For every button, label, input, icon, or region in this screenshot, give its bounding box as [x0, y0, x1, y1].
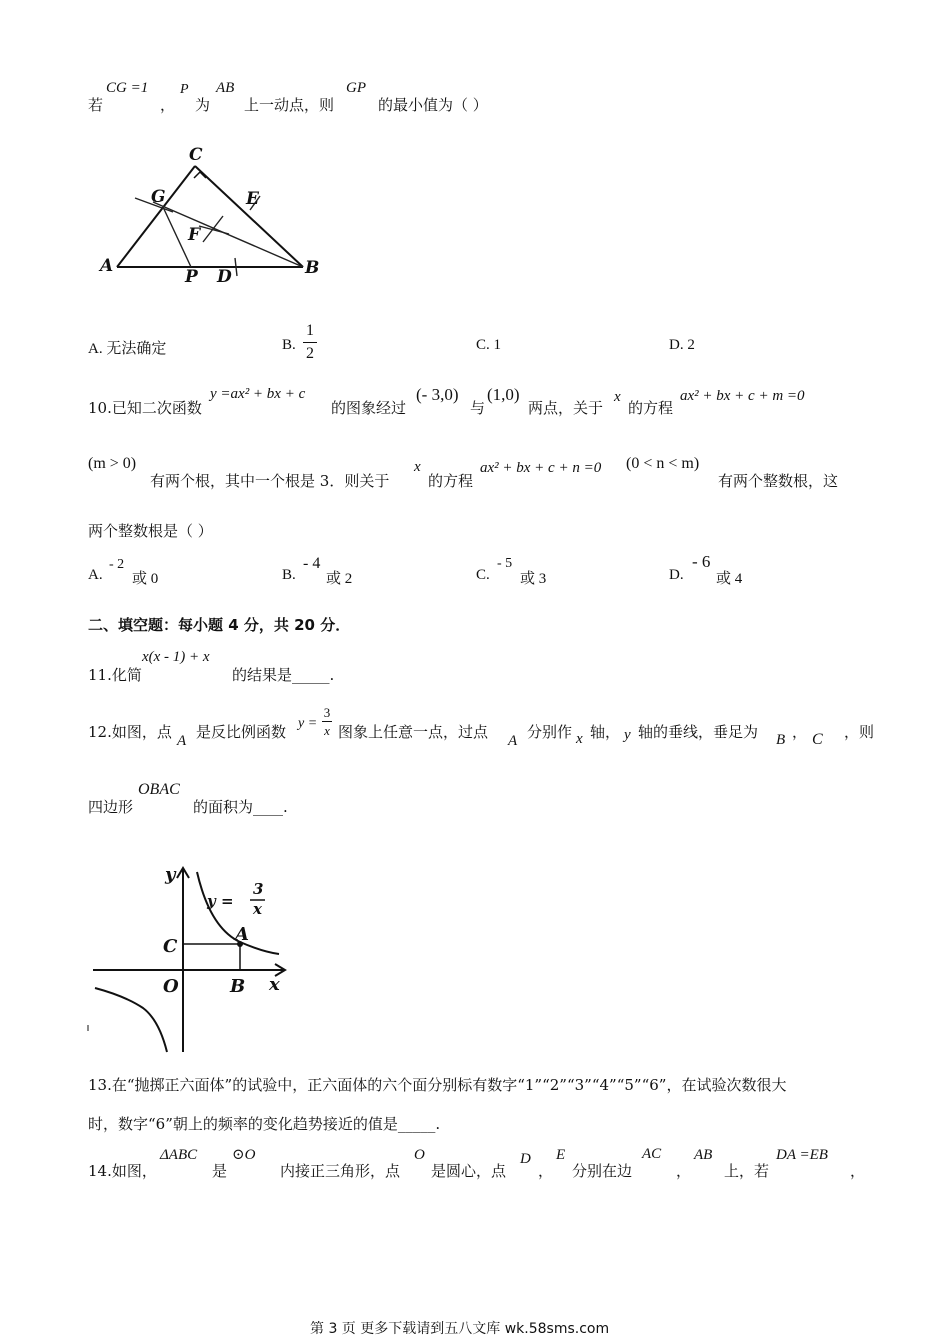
q9-text-2: ， [160, 96, 176, 114]
q9-option-b-num: 1 [306, 322, 314, 339]
label-b: B [230, 976, 246, 997]
label-x: x [269, 974, 280, 995]
q12-text-4: 分别作 [527, 723, 573, 741]
fraction-bar [322, 721, 332, 722]
q14-text-4: 是圆心，点 [431, 1162, 507, 1180]
q14-text-9: ， [850, 1162, 866, 1180]
eq-label-num: 3 [253, 880, 264, 898]
q10-text-5: 的方程 [628, 399, 674, 417]
q9-text-1: 若 [88, 96, 104, 114]
arc-mark-d [235, 258, 237, 276]
page-footer: 第 3 页 更多下载请到五八文库 wk.58sms.com [310, 1321, 610, 1337]
q10-text-8: 有两个整数根，这 [718, 472, 839, 490]
q11-text-2: 的结果是_____. [232, 666, 335, 684]
q12-text-5: 轴， [590, 723, 621, 741]
q14-text-5: ， [538, 1162, 554, 1180]
q12-math-c: C [812, 731, 823, 748]
q10-math-n-cond: (0 < n < m) [626, 455, 700, 472]
q9-math-p: P [180, 82, 189, 97]
q12-text-9: 四边形 [88, 798, 134, 816]
q9-option-b-den: 2 [306, 345, 314, 362]
eq-label-y: y = [207, 892, 234, 910]
q10-option-d-tail: 或 4 [716, 571, 743, 587]
q12-math-fraction [322, 706, 332, 737]
q9-option-c[interactable]: C. 1 [476, 337, 502, 353]
q12-math-obac: OBAC [138, 781, 180, 798]
section-2-title: 二、填空题：每小题 4 分，共 20 分． [88, 616, 351, 634]
q12-text-3: 图象上任意一点，过点 [338, 723, 489, 741]
q14-math-triangle: ΔABC [160, 1147, 198, 1163]
q14-text-3: 内接正三角形，点 [280, 1162, 401, 1180]
q12-frac-num: 3 [323, 705, 331, 720]
q12-math-b: B [776, 732, 786, 748]
label-c: C [163, 936, 178, 957]
q10-option-c-label: C. [476, 567, 490, 583]
q14-text-8: 上，若 [724, 1162, 770, 1180]
q14-text-7: ， [676, 1162, 692, 1180]
q10-math-eq1: ax² + bx + c + m =0 [680, 388, 805, 404]
q14-math-d: D [520, 1151, 531, 1167]
label-a: A [235, 924, 249, 945]
q14-text-6: 分别在边 [572, 1162, 633, 1180]
q14-math-o: O [414, 1147, 425, 1163]
q14-math-e: E [556, 1147, 566, 1163]
label-y: y [165, 864, 176, 885]
q13-line-2: 时，数字“6”朝上的频率的变化趋势接近的值是_____. [88, 1115, 441, 1133]
label-f: F [188, 225, 201, 245]
q12-text-10: 的面积为____. [193, 798, 288, 816]
scan-artifact-mark [87, 1025, 89, 1031]
q11-text-1: 11.化简 [88, 666, 142, 684]
q11-math-expr: x(x - 1) + x [142, 649, 210, 665]
q10-text-2: 的图象经过 [331, 399, 407, 417]
q9-option-b[interactable]: B. [282, 337, 296, 353]
label-c: C [189, 145, 203, 165]
q9-triangle-figure [95, 140, 330, 290]
fraction-bar [303, 342, 317, 343]
q14-math-da-eb: DA =EB [776, 1147, 828, 1163]
arc-mark-1 [203, 216, 223, 242]
side-cb [195, 166, 303, 267]
q10-text-6: 有两个根，其中一个根是 3．则关于 [150, 472, 390, 490]
q9-math-cg: CG =1 [106, 80, 149, 96]
eq-label-den: x [253, 900, 262, 918]
q12-math-a2: A [508, 733, 518, 749]
q9-option-d[interactable]: D. 2 [669, 337, 695, 353]
q9-option-b-fraction [303, 323, 317, 362]
q10-option-a-label: A. [88, 567, 103, 583]
q14-text-1: 14.如图， [88, 1162, 157, 1180]
q10-text-1: 10.已知二次函数 [88, 399, 202, 417]
q14-math-ab: AB [694, 1147, 713, 1163]
label-g: G [151, 187, 166, 207]
q14-text-2: 是 [212, 1162, 228, 1180]
label-o: O [163, 976, 179, 997]
q10-option-a-tail: 或 0 [132, 571, 159, 587]
q10-math-m-cond: (m > 0) [88, 455, 137, 472]
q9-math-ab: AB [216, 80, 235, 96]
q10-math-x2: x [414, 459, 421, 475]
q10-math-eq2: ax² + bx + c + n =0 [480, 460, 602, 476]
q10-option-a-value: - 2 [109, 557, 125, 572]
q13-line-1: 13.在“抛掷正六面体”的试验中，正六面体的六个面分别标有数字“1”“2”“3”“4”“5”“6”，在试验次数很大 [88, 1076, 787, 1094]
q12-math-y-eq: y = [298, 716, 318, 731]
q12-math-x: x [576, 731, 583, 747]
q10-math-x1: x [614, 389, 621, 405]
hyperbola-branch-2 [95, 988, 167, 1052]
q12-math-a1: A [177, 733, 187, 749]
label-d: D [217, 267, 232, 287]
q10-option-b-value: - 4 [303, 555, 321, 572]
q10-option-b-label: B. [282, 567, 296, 583]
q12-text-7: ， [792, 723, 808, 741]
label-p: P [185, 267, 198, 287]
q14-math-circle: ⊙O [232, 1147, 256, 1163]
q12-text-6: 轴的垂线，垂足为 [638, 723, 759, 741]
q10-option-c-tail: 或 3 [520, 571, 547, 587]
q14-math-ac: AC [642, 1146, 662, 1162]
q12-text-1: 12.如图，点 [88, 723, 172, 741]
q12-text-2: 是反比例函数 [196, 723, 287, 741]
q10-text-4: 两点，关于 [528, 399, 604, 417]
q12-hyperbola-figure [85, 860, 300, 1055]
q10-option-d-label: D. [669, 567, 684, 583]
q9-text-3: 为 [195, 96, 211, 114]
q10-math-point1: (- 3,0) [416, 385, 459, 404]
q10-option-b-tail: 或 2 [326, 571, 353, 587]
q10-option-d-value: - 6 [692, 552, 711, 571]
q10-text-3: 与 [470, 399, 486, 417]
q12-math-y: y [624, 727, 631, 743]
label-a: A [100, 256, 114, 276]
q10-text-7: 的方程 [428, 472, 474, 490]
q9-text-4: 上一动点，则 [244, 96, 335, 114]
q9-option-a[interactable]: A. 无法确定 [88, 341, 167, 357]
q10-math-func: y =ax² + bx + c [210, 386, 306, 402]
q10-text-9: 两个整数根是（ ） [88, 522, 213, 540]
q12-frac-den: x [324, 723, 330, 738]
q12-text-8: ，则 [844, 723, 875, 741]
q9-math-gp: GP [346, 80, 366, 96]
q10-math-point2: (1,0) [487, 385, 520, 404]
q10-option-c-value: - 5 [497, 556, 513, 571]
label-e: E [246, 189, 259, 209]
label-b: B [305, 258, 320, 278]
q9-text-5: 的最小值为（ ） [378, 96, 488, 114]
